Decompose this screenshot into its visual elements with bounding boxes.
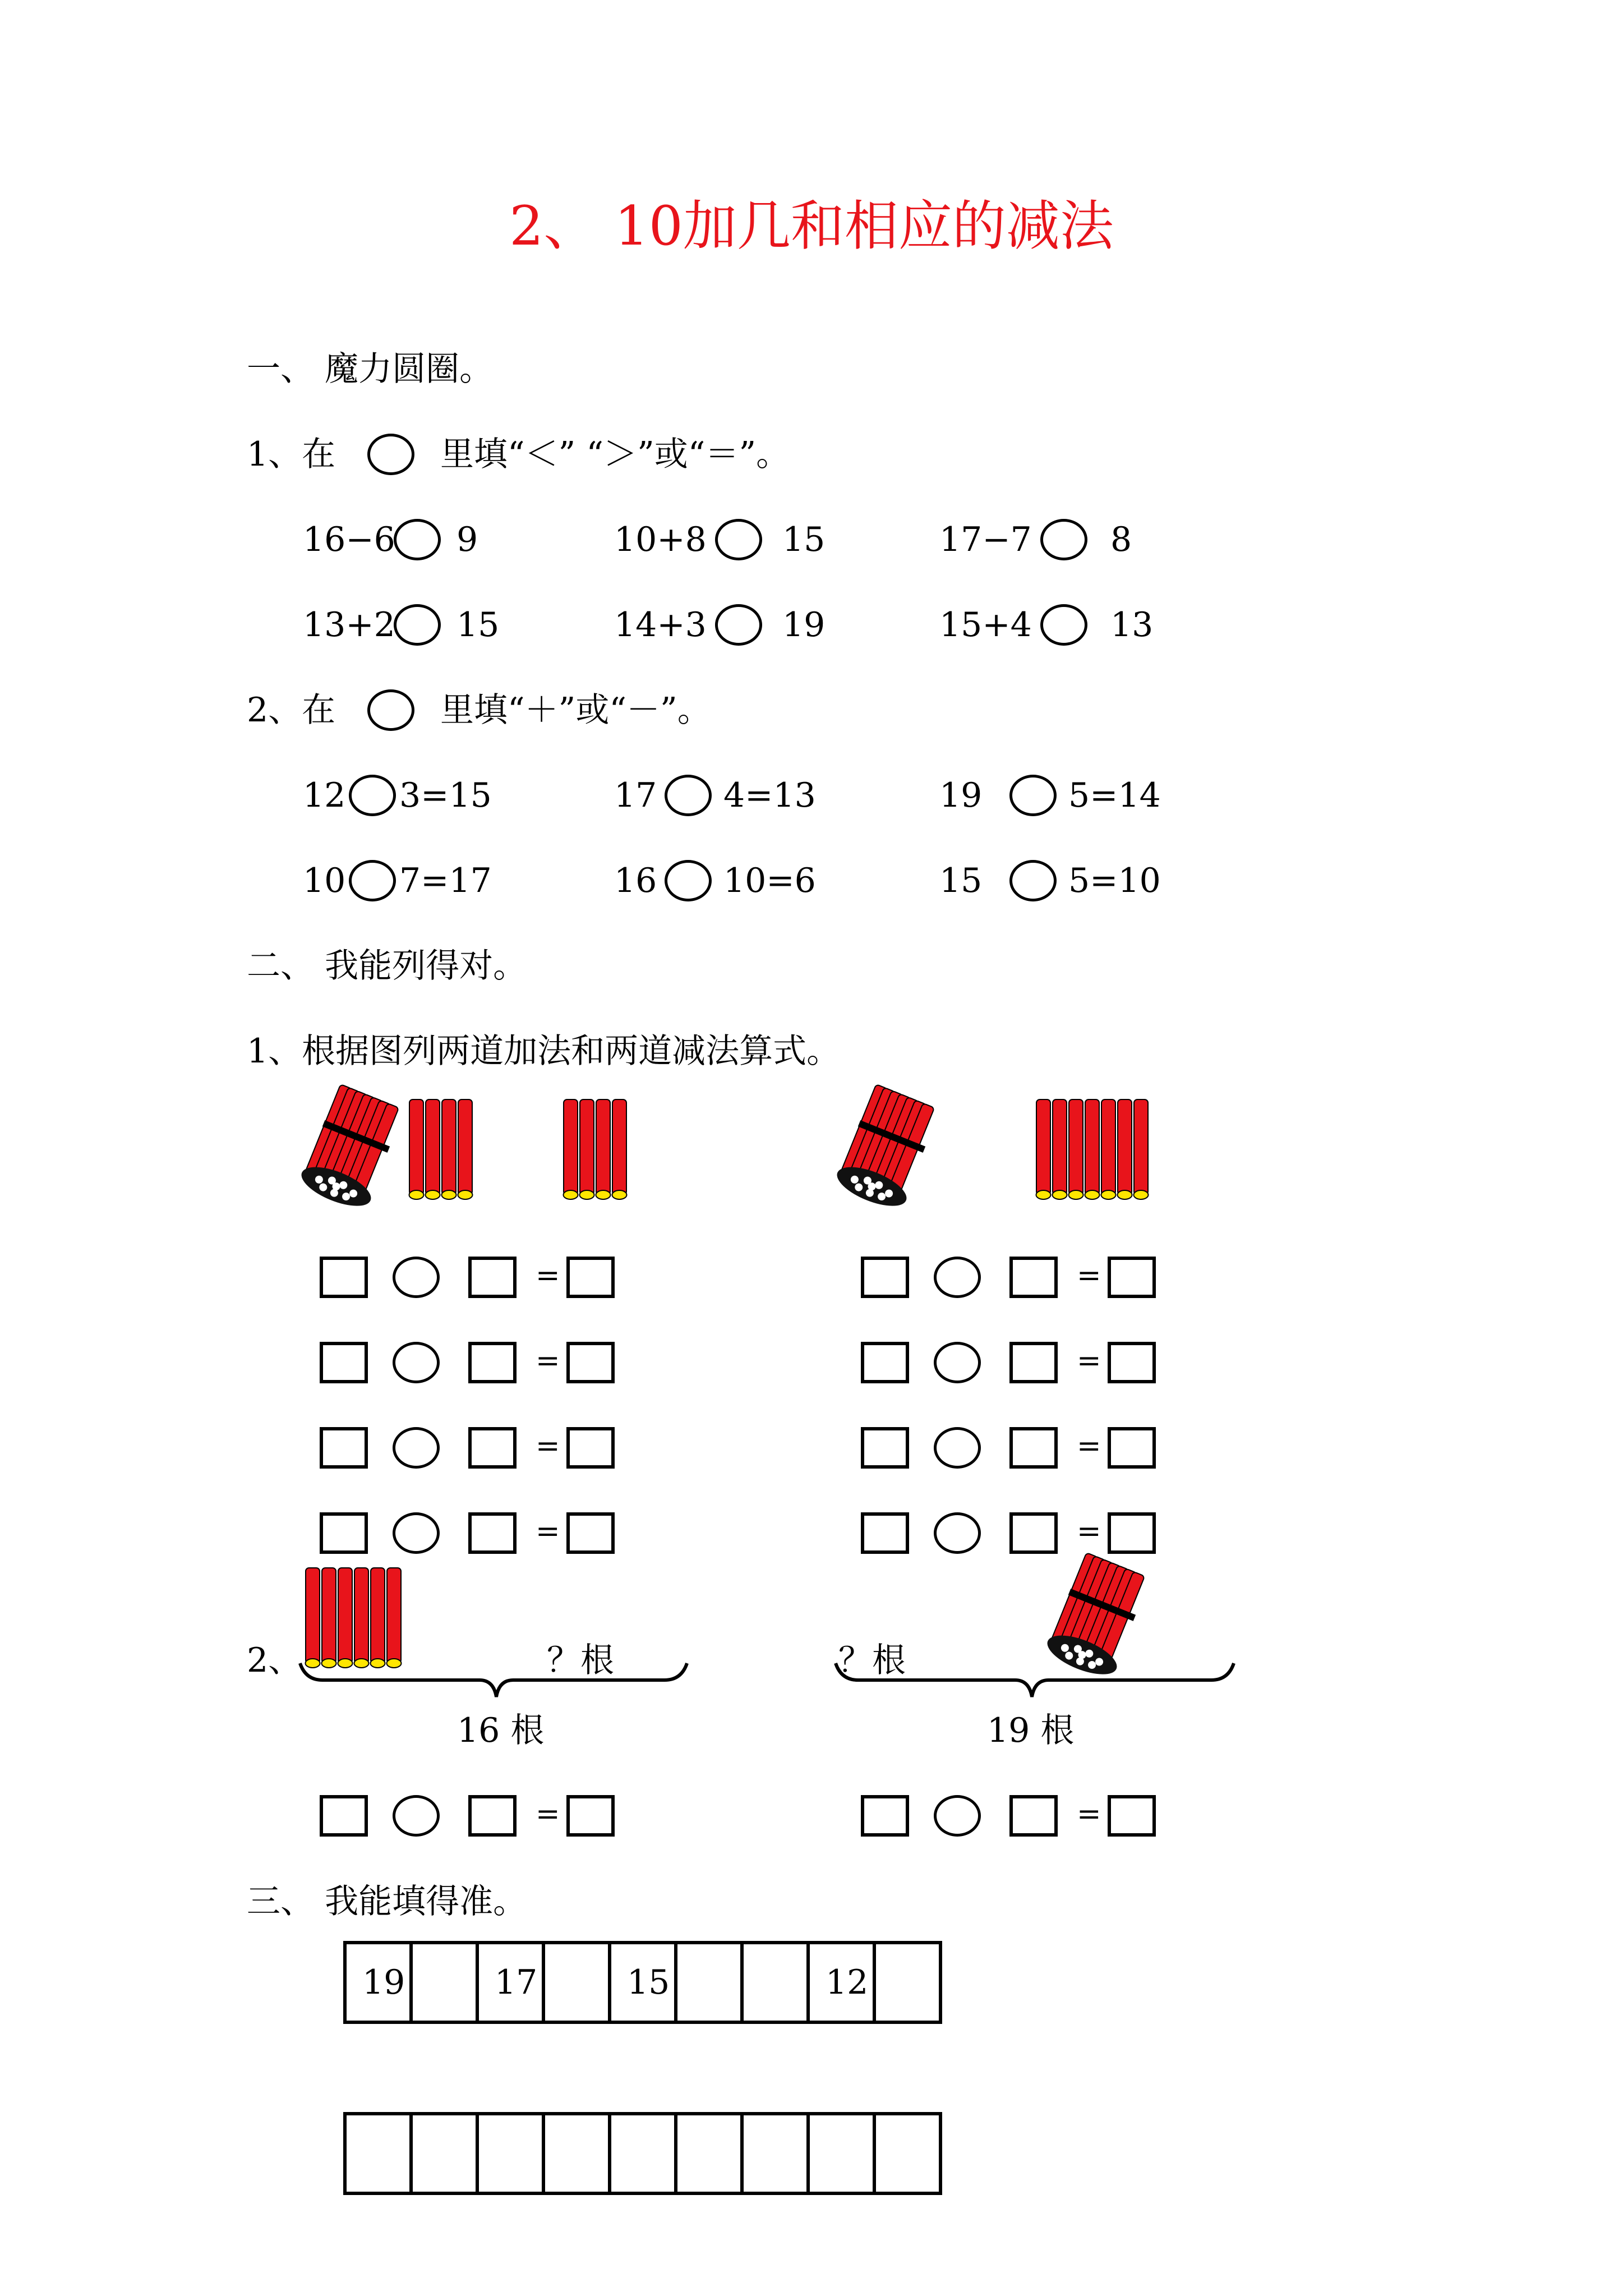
answer-box[interactable]: [1108, 1257, 1156, 1298]
total-label: 16 根: [457, 1711, 545, 1750]
answer-box[interactable]: [566, 1512, 615, 1554]
sign-left: 19: [939, 776, 983, 815]
section1-heading: 一、 魔力圆圈。: [247, 349, 494, 389]
answer-box[interactable]: [1108, 1427, 1156, 1469]
answer-box[interactable]: [320, 1795, 368, 1837]
answer-box[interactable]: [566, 1795, 615, 1837]
answer-box[interactable]: [1009, 1342, 1058, 1383]
q2-number: 2、: [247, 1641, 302, 1680]
sign-left: 10: [303, 861, 346, 900]
sign-right: 5=10: [1068, 861, 1161, 900]
sequence-cell[interactable]: [477, 2114, 543, 2193]
compare-right: 8: [1110, 520, 1132, 559]
sign-right: 5=14: [1068, 776, 1161, 815]
sequence-cell: 19: [345, 1943, 411, 2022]
answer-box[interactable]: [1108, 1512, 1156, 1554]
answer-box[interactable]: [320, 1342, 368, 1383]
equals-sign: =: [536, 1259, 560, 1292]
answer-box[interactable]: [861, 1512, 909, 1554]
operator-circle[interactable]: [934, 1427, 981, 1469]
answer-box[interactable]: [468, 1795, 517, 1837]
compare-left: 14+3: [614, 605, 707, 645]
answer-box[interactable]: [566, 1257, 615, 1298]
q1-instructions: 1、根据图列两道加法和两道减法算式。: [247, 1032, 841, 1071]
equals-sign: =: [536, 1429, 560, 1463]
sequence-cell: 12: [808, 1943, 874, 2022]
compare-left: 15+4: [939, 605, 1032, 645]
answer-box[interactable]: [861, 1427, 909, 1469]
equals-sign: =: [1077, 1429, 1101, 1463]
operator-circle[interactable]: [934, 1795, 981, 1837]
compare-left: 10+8: [614, 520, 707, 559]
answer-box[interactable]: [1108, 1342, 1156, 1383]
compare-right: 19: [782, 605, 826, 645]
answer-box[interactable]: [468, 1342, 517, 1383]
operator-circle[interactable]: [393, 1257, 440, 1298]
q1-instructions: 里填“＜” “＞”或“＝”。: [440, 435, 790, 474]
sequence-cell[interactable]: [543, 1943, 610, 2022]
compare-right: 15: [782, 520, 826, 559]
equals-sign: =: [1077, 1259, 1101, 1292]
sequence-cell: 15: [610, 1943, 676, 2022]
compare-left: 16−6: [303, 520, 395, 559]
sign-right: 7=17: [399, 861, 492, 900]
single-sticks-icon: [564, 1099, 627, 1199]
sequence-cell: 17: [477, 1943, 543, 2022]
total-label: 19 根: [987, 1711, 1075, 1750]
sequence-cell[interactable]: [411, 2114, 477, 2193]
equals-sign: =: [536, 1515, 560, 1548]
sequence-cell[interactable]: [610, 2114, 676, 2193]
answer-box[interactable]: [468, 1427, 517, 1469]
sequence-cell[interactable]: [742, 1943, 808, 2022]
single-sticks-icon: [1036, 1099, 1149, 1199]
sequence-cell[interactable]: [345, 2114, 411, 2193]
sequence-cell[interactable]: [808, 2114, 874, 2193]
sign-left: 16: [614, 861, 657, 900]
answer-box[interactable]: [1009, 1795, 1058, 1837]
equals-sign: =: [1077, 1515, 1101, 1548]
sign-left: 15: [939, 861, 983, 900]
answer-box[interactable]: [861, 1795, 909, 1837]
answer-box[interactable]: [566, 1342, 615, 1383]
answer-box[interactable]: [468, 1257, 517, 1298]
operator-circle[interactable]: [393, 1427, 440, 1469]
sequence-cell[interactable]: [874, 1943, 940, 2022]
section3-heading: 三、 我能填得准。: [247, 1882, 527, 1921]
compare-left: 13+2: [303, 605, 395, 645]
section2-heading: 二、 我能列得对。: [247, 946, 527, 986]
sign-right: 4=13: [723, 776, 816, 815]
answer-box[interactable]: [468, 1512, 517, 1554]
equals-sign: =: [536, 1344, 560, 1378]
operator-circle[interactable]: [393, 1342, 440, 1383]
stick-bundle-icon: [297, 1083, 407, 1214]
answer-box[interactable]: [1009, 1257, 1058, 1298]
sign-left: 12: [303, 776, 346, 815]
sequence-cell[interactable]: [676, 1943, 742, 2022]
sequence-cell[interactable]: [874, 2114, 940, 2193]
unknown-count-label: ？根: [838, 1641, 906, 1680]
page-title: 2、 10加几和相应的减法: [509, 195, 1114, 257]
operator-circle[interactable]: [934, 1342, 981, 1383]
operator-circle[interactable]: [934, 1257, 981, 1298]
answer-box[interactable]: [320, 1427, 368, 1469]
compare-right: 9: [457, 520, 478, 559]
q2-instructions: 里填“＋”或“－”。: [440, 691, 711, 730]
unknown-count-label: ？根: [547, 1641, 614, 1680]
sign-right: 3=15: [399, 776, 492, 815]
answer-box[interactable]: [1009, 1512, 1058, 1554]
answer-box[interactable]: [1009, 1427, 1058, 1469]
sign-left: 17: [614, 776, 657, 815]
equals-sign: =: [1077, 1797, 1101, 1831]
operator-circle[interactable]: [393, 1512, 440, 1554]
answer-box[interactable]: [566, 1427, 615, 1469]
answer-box[interactable]: [1108, 1795, 1156, 1837]
single-sticks-icon: [306, 1568, 402, 1668]
compare-right: 15: [457, 605, 500, 645]
empty-sequence-row: [343, 2112, 942, 2195]
operator-circle[interactable]: [393, 1795, 440, 1837]
equals-sign: =: [536, 1797, 560, 1831]
stick-bundle-icon: [832, 1083, 943, 1214]
sign-right: 10=6: [723, 861, 816, 900]
curly-brace: [300, 1663, 687, 1697]
equals-sign: =: [1077, 1344, 1101, 1378]
operator-circle[interactable]: [934, 1512, 981, 1554]
number-sequence-row: [343, 1941, 942, 2024]
answer-box[interactable]: [320, 1257, 368, 1298]
q1-prefix: 1、在: [247, 435, 336, 474]
stick-bundle-icon: [1043, 1552, 1153, 1682]
sequence-cell[interactable]: [411, 1943, 477, 2022]
sequence-cell[interactable]: [543, 2114, 610, 2193]
sequence-cell[interactable]: [676, 2114, 742, 2193]
answer-box[interactable]: [861, 1257, 909, 1298]
answer-box[interactable]: [861, 1342, 909, 1383]
sequence-cell[interactable]: [742, 2114, 808, 2193]
answer-box[interactable]: [320, 1512, 368, 1554]
q2-prefix: 2、在: [247, 691, 336, 730]
single-sticks-icon: [409, 1099, 473, 1199]
compare-left: 17−7: [939, 520, 1032, 559]
compare-right: 13: [1110, 605, 1154, 645]
